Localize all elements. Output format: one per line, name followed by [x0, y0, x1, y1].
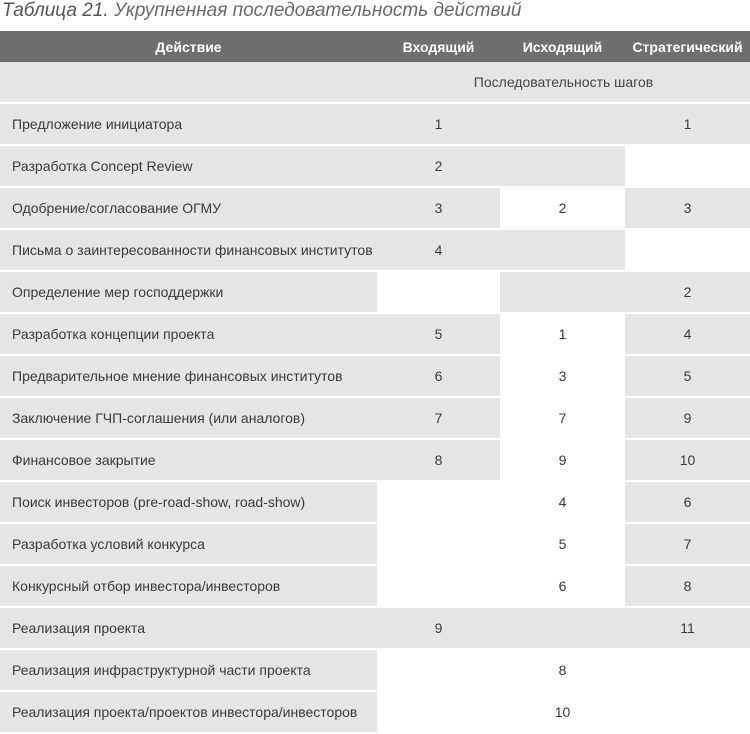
table-caption: [0, 0, 750, 28]
cell-action: Реализация инфраструктурной части проекта: [0, 650, 377, 690]
table-row: [0, 566, 750, 608]
cell-action: Конкурсный отбор инвестора/инвесторов: [0, 566, 377, 606]
cell-strategic: 11: [625, 608, 750, 648]
table-row: [0, 524, 750, 566]
table-number: Таблица 21.: [2, 0, 109, 21]
cell-outgoing: 10: [500, 692, 625, 732]
cell-action: Заключение ГЧП-соглашения (или аналогов): [0, 398, 377, 438]
table-title: Укрупненная последовательность действий: [113, 0, 522, 21]
table-row: [0, 188, 750, 230]
cell-incoming: 4: [377, 230, 500, 270]
cell-outgoing: [500, 146, 625, 186]
table-row: [0, 482, 750, 524]
cell-outgoing: 1: [500, 314, 625, 354]
cell-outgoing: [500, 272, 625, 312]
cell-incoming: 1: [377, 104, 500, 144]
cell-incoming: [377, 272, 500, 312]
cell-outgoing: [500, 104, 625, 144]
cell-strategic: [625, 146, 750, 186]
cell-outgoing: 6: [500, 566, 625, 606]
cell-incoming: [377, 650, 500, 690]
cell-strategic: 10: [625, 440, 750, 480]
cell-action: Реализация проекта/проектов инвестора/инвесторов: [0, 692, 377, 732]
table-row: [0, 272, 750, 314]
header-incoming: Входящий: [402, 38, 475, 55]
table-row: [0, 146, 750, 188]
cell-outgoing: 9: [500, 440, 625, 480]
cell-outgoing: [500, 608, 625, 648]
cell-strategic: 6: [625, 482, 750, 522]
table-row: [0, 356, 750, 398]
cell-incoming: 7: [377, 398, 500, 438]
cell-action: Реализация проекта: [0, 608, 377, 648]
header-action: Действие: [155, 38, 222, 55]
cell-strategic: 8: [625, 566, 750, 606]
cell-strategic: 7: [625, 524, 750, 564]
cell-incoming: 5: [377, 314, 500, 354]
cell-incoming: [377, 692, 500, 732]
cell-outgoing: 8: [500, 650, 625, 690]
table-row: [0, 104, 750, 146]
cell-action: Разработка Concept Review: [0, 146, 377, 186]
cell-outgoing: 4: [500, 482, 625, 522]
cell-action: Предложение инициатора: [0, 104, 377, 144]
cell-incoming: 3: [377, 188, 500, 228]
cell-strategic: 3: [625, 188, 750, 228]
cell-incoming: [377, 482, 500, 522]
cell-incoming: [377, 566, 500, 606]
cell-strategic: 2: [625, 272, 750, 312]
cell-strategic: [625, 650, 750, 690]
cell-outgoing: 7: [500, 398, 625, 438]
cell-action: Поиск инвесторов (pre-road-show, road-show): [0, 482, 377, 522]
table-header-row: [0, 31, 750, 62]
table-body: [0, 104, 750, 734]
sequence-table: [0, 31, 750, 734]
subheader-sequence: Последовательность шагов: [473, 74, 654, 90]
cell-outgoing: 3: [500, 356, 625, 396]
table-row: [0, 314, 750, 356]
cell-action: Определение мер господдержки: [0, 272, 377, 312]
cell-action: Разработка концепции проекта: [0, 314, 377, 354]
cell-incoming: [377, 524, 500, 564]
cell-strategic: 9: [625, 398, 750, 438]
cell-action: Одобрение/согласование ОГМУ: [0, 188, 377, 228]
cell-incoming: 9: [377, 608, 500, 648]
table-row: [0, 230, 750, 272]
header-strategic: Стратегический: [632, 38, 743, 55]
cell-strategic: [625, 230, 750, 270]
cell-incoming: 6: [377, 356, 500, 396]
cell-action: Разработка условий конкурса: [0, 524, 377, 564]
cell-incoming: 8: [377, 440, 500, 480]
table-row: [0, 398, 750, 440]
cell-action: Финансовое закрытие: [0, 440, 377, 480]
cell-action: Письма о заинтересованности финансовых институтов: [0, 230, 377, 270]
cell-strategic: 4: [625, 314, 750, 354]
cell-strategic: 5: [625, 356, 750, 396]
cell-strategic: [625, 692, 750, 732]
table-row: [0, 692, 750, 734]
cell-incoming: 2: [377, 146, 500, 186]
header-outgoing: Исходящий: [522, 38, 603, 55]
cell-outgoing: [500, 230, 625, 270]
cell-outgoing: 5: [500, 524, 625, 564]
table-row: [0, 440, 750, 482]
table-row: [0, 650, 750, 692]
cell-strategic: 1: [625, 104, 750, 144]
subheader-row: [0, 62, 750, 104]
cell-outgoing: 2: [500, 188, 625, 228]
cell-action: Предварительное мнение финансовых институтов: [0, 356, 377, 396]
table-row: [0, 608, 750, 650]
